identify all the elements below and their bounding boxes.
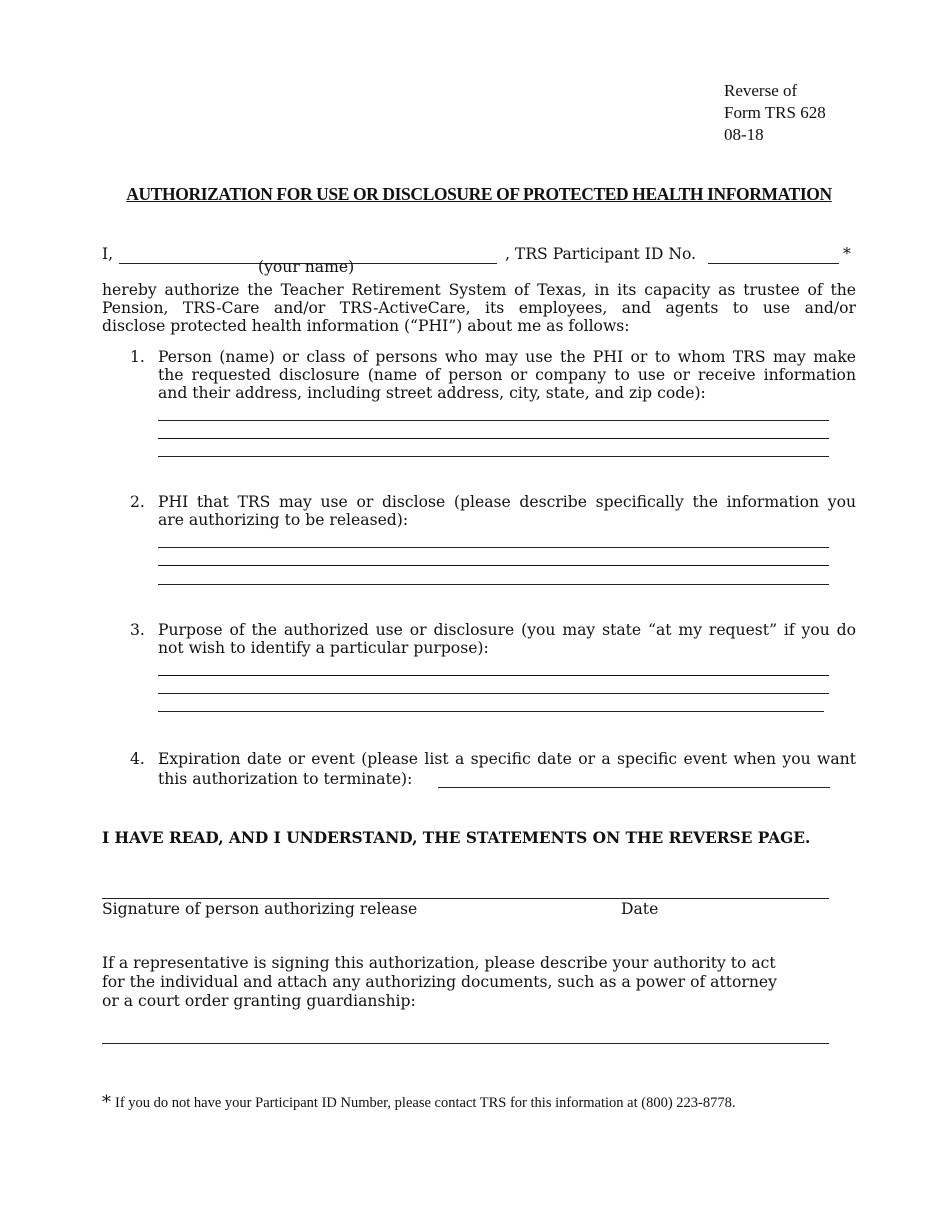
item-1-line-3: and their address, including street address, city, state, and zip code):: [158, 384, 706, 402]
item-1-line-2: the requested disclosure (name of person or company to use or receive information: [158, 366, 856, 384]
item-3-answer-line-1[interactable]: [158, 675, 829, 676]
item-2-answer-line-3[interactable]: [158, 584, 829, 585]
footnote-text: If you do not have your Participant ID Number, please contact TRS for this information at (800) 223-8778.: [115, 1095, 736, 1111]
representative-line-3: or a court order granting guardianship:: [102, 992, 416, 1010]
item-2-line-1: PHI that TRS may use or disclose (please describe specifically the information you: [158, 493, 856, 511]
item-3-line-1: Purpose of the authorized use or disclosure (you may state “at my request” if you do: [158, 621, 856, 639]
intro-line-2: Pension, TRS-Care and/or TRS-ActiveCare, its employees, and agents to use and/or: [102, 299, 856, 317]
form-meta-line-2: Form TRS 628: [724, 103, 826, 122]
name-caption: (your name): [258, 258, 355, 276]
item-3-answer-line-3[interactable]: [158, 711, 824, 712]
participant-id-asterisk: *: [843, 245, 851, 263]
representative-authority-field[interactable]: [102, 1043, 829, 1044]
item-3-number: 3.: [130, 621, 145, 639]
item-2-number: 2.: [130, 493, 145, 511]
acknowledgement: I HAVE READ, AND I UNDERSTAND, THE STATEMENTS ON THE REVERSE PAGE.: [102, 829, 811, 847]
expiration-field[interactable]: [438, 787, 830, 788]
representative-line-1: If a representative is signing this authorization, please describe your authority to act: [102, 954, 776, 972]
page-title: AUTHORIZATION FOR USE OR DISCLOSURE OF PROTECTED HEALTH INFORMATION: [126, 184, 832, 204]
form-meta-line-1: Reverse of: [724, 81, 798, 100]
intro-prefix: I,: [102, 245, 114, 263]
representative-line-2: for the individual and attach any authorizing documents, such as a power of attorney: [102, 973, 777, 991]
item-1-line-1: Person (name) or class of persons who may use the PHI or to whom TRS may make: [158, 348, 856, 366]
item-2-answer-line-2[interactable]: [158, 565, 829, 566]
item-2-line-2: are authorizing to be released):: [158, 511, 409, 529]
date-label: Date: [621, 900, 659, 918]
intro-line-3: disclose protected health information (“PHI”) about me as follows:: [102, 317, 630, 335]
signature-field[interactable]: [102, 898, 829, 899]
item-1-number: 1.: [130, 348, 145, 366]
item-2-answer-line-1[interactable]: [158, 547, 829, 548]
footnote-asterisk: *: [102, 1092, 111, 1113]
item-1-answer-line-1[interactable]: [158, 420, 829, 421]
item-4-line-2: this authorization to terminate):: [158, 770, 413, 788]
item-3-line-2: not wish to identify a particular purpose):: [158, 639, 489, 657]
item-4-number: 4.: [130, 750, 145, 768]
intro-line-1: hereby authorize the Teacher Retirement System of Texas, in its capacity as trustee of the: [102, 281, 856, 299]
participant-id-label: , TRS Participant ID No.: [505, 245, 697, 263]
item-1-answer-line-3[interactable]: [158, 456, 829, 457]
form-identifier: [724, 80, 826, 146]
form-meta-line-3: 08-18: [724, 125, 764, 144]
signature-label: Signature of person authorizing release: [102, 900, 418, 918]
item-1-answer-line-2[interactable]: [158, 438, 829, 439]
item-3-answer-line-2[interactable]: [158, 693, 829, 694]
item-4-line-1: Expiration date or event (please list a specific date or a specific event when you want: [158, 750, 856, 768]
participant-id-field[interactable]: [708, 263, 839, 264]
